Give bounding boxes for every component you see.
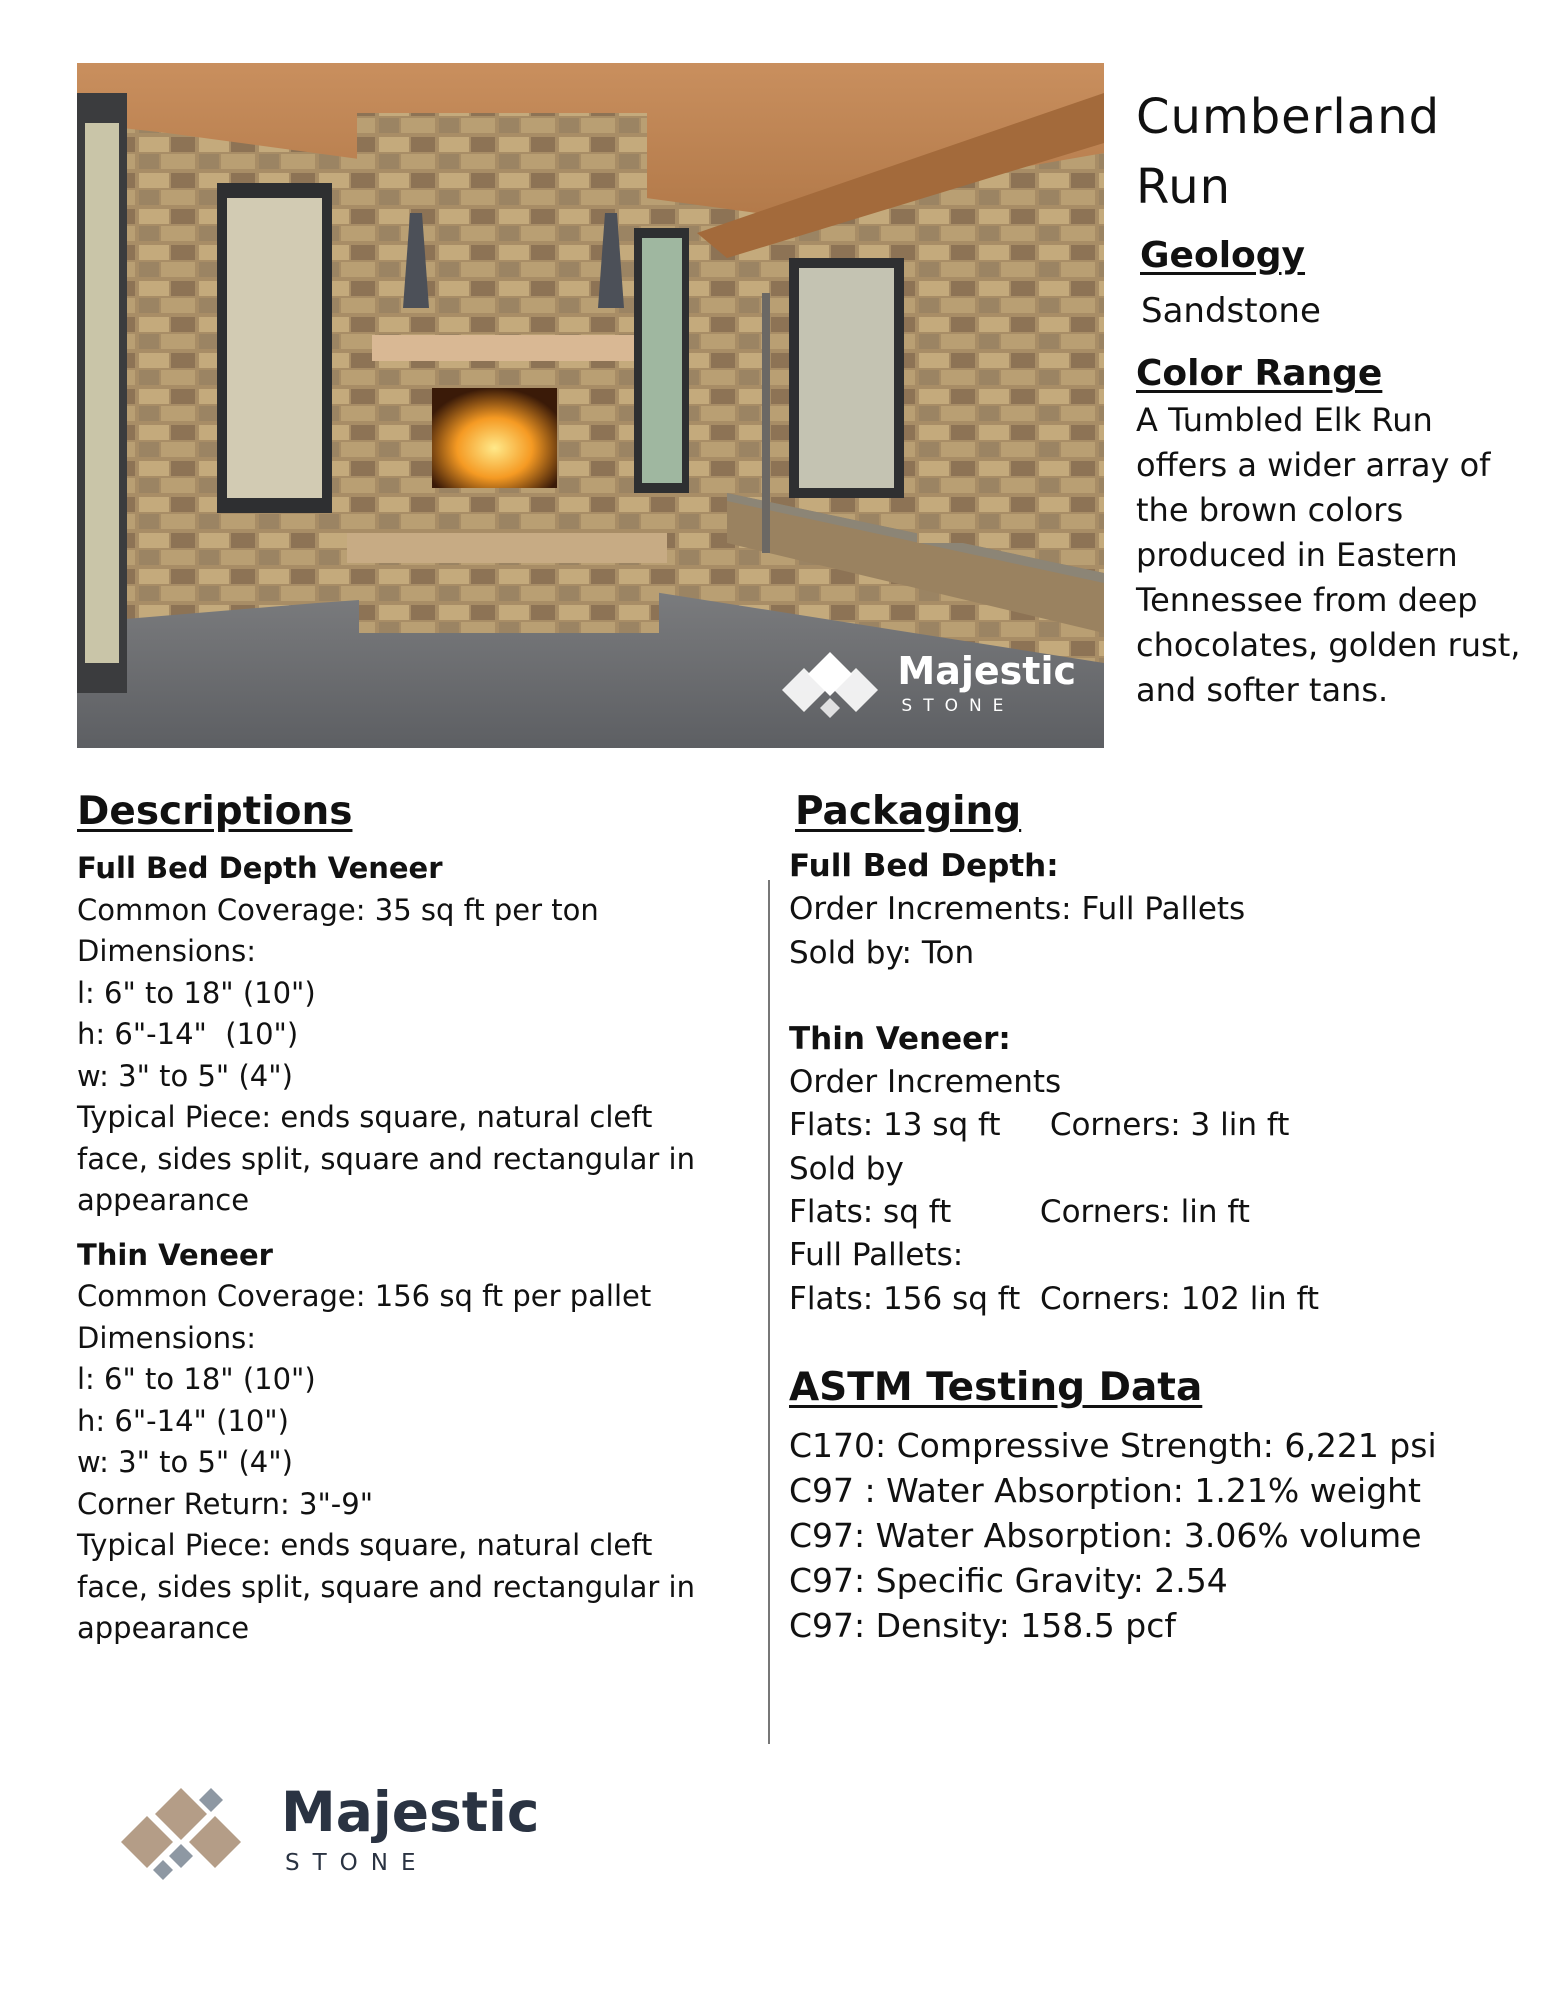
desc-line: l: 6" to 18" (10") <box>77 975 316 1010</box>
astm-line: C97 : Water Absorption: 1.21% weight <box>789 1471 1421 1510</box>
photo-logo-name: Majestic <box>897 649 1076 693</box>
color-range-text: A Tumbled Elk Run offers a wider array of the brown colors produced in Eastern Tennessee from deep chocolates, golden rust, and softer tans. <box>1136 401 1521 709</box>
desc-line: Typical Piece: ends square, natural cleft face, sides split, square and rectangular in appearance <box>77 1100 695 1217</box>
product-title: Cumberland Run <box>1136 89 1441 215</box>
pack-line: Flats: 13 sq ft Corners: 3 lin ft <box>789 1107 1290 1144</box>
geology-value: Sandstone <box>1141 291 1321 331</box>
astm-line: C97: Water Absorption: 3.06% volume <box>789 1516 1422 1555</box>
pack-line: Order Increments <box>789 1064 1062 1101</box>
pack-line: Sold by <box>789 1150 904 1187</box>
astm-body <box>789 1423 1509 1648</box>
desc-line: h: 6"-14" (10") <box>77 1017 299 1051</box>
photo-logo-sub: STONE <box>901 696 1015 716</box>
diamond-logo-icon <box>111 1780 251 1880</box>
desc-line: Corner Return: 3"-9" <box>77 1486 374 1521</box>
desc-line: l: 6" to 18" (10") <box>77 1362 316 1396</box>
astm-line: C170: Compressive Strength: 6,221 psi <box>789 1426 1437 1465</box>
pack-line: Flats: sq ft Corners: lin ft <box>789 1194 1250 1231</box>
descriptions-body <box>77 848 717 1650</box>
desc-line: Common Coverage: 156 sq ft per pallet <box>77 1279 652 1313</box>
pack-thin-title: Thin Veneer: <box>789 1020 1011 1057</box>
desc-line: w: 3" to 5" (4") <box>77 1058 293 1093</box>
astm-line: C97: Specific Gravity: 2.54 <box>789 1561 1228 1600</box>
thin-veneer-title: Thin Veneer <box>77 1237 273 1272</box>
desc-line: Dimensions: <box>77 934 257 968</box>
pack-line: Sold by: Ton <box>789 934 975 971</box>
pack-full-bed-title: Full Bed Depth: <box>789 848 1059 884</box>
photo-watermark-logo <box>778 648 1076 720</box>
color-range-heading: Color Range <box>1136 353 1383 394</box>
footer-logo-sub: STONE <box>285 1850 429 1876</box>
pack-line: Order Increments: Full Pallets <box>789 891 1246 928</box>
pack-line: Flats: 156 sq ft Corners: 102 lin ft <box>789 1280 1319 1317</box>
astm-heading: ASTM Testing Data <box>789 1365 1203 1410</box>
full-bed-title: Full Bed Depth Veneer <box>77 851 443 885</box>
desc-line: Dimensions: <box>77 1320 257 1355</box>
footer-logo <box>111 1780 539 1880</box>
desc-line: h: 6"-14" (10") <box>77 1403 289 1438</box>
column-divider <box>768 880 770 1744</box>
fireplace-porch-image <box>77 63 1104 748</box>
packaging-body <box>789 845 1509 1321</box>
geology-heading: Geology <box>1140 235 1306 276</box>
descriptions-heading: Descriptions <box>77 789 353 834</box>
desc-line: w: 3" to 5" (4") <box>77 1445 293 1479</box>
hero-photo <box>77 63 1104 748</box>
pack-line: Full Pallets: <box>789 1237 964 1274</box>
footer-logo-name: Majestic <box>281 1780 540 1844</box>
astm-line: C97: Density: 158.5 pcf <box>789 1606 1176 1645</box>
desc-line: Common Coverage: 35 sq ft per ton <box>77 892 599 927</box>
packaging-heading: Packaging <box>795 789 1022 834</box>
desc-line: Typical Piece: ends square, natural cleft face, sides split, square and rectangular in appearance <box>77 1528 695 1645</box>
diamond-logo-icon <box>778 648 883 720</box>
